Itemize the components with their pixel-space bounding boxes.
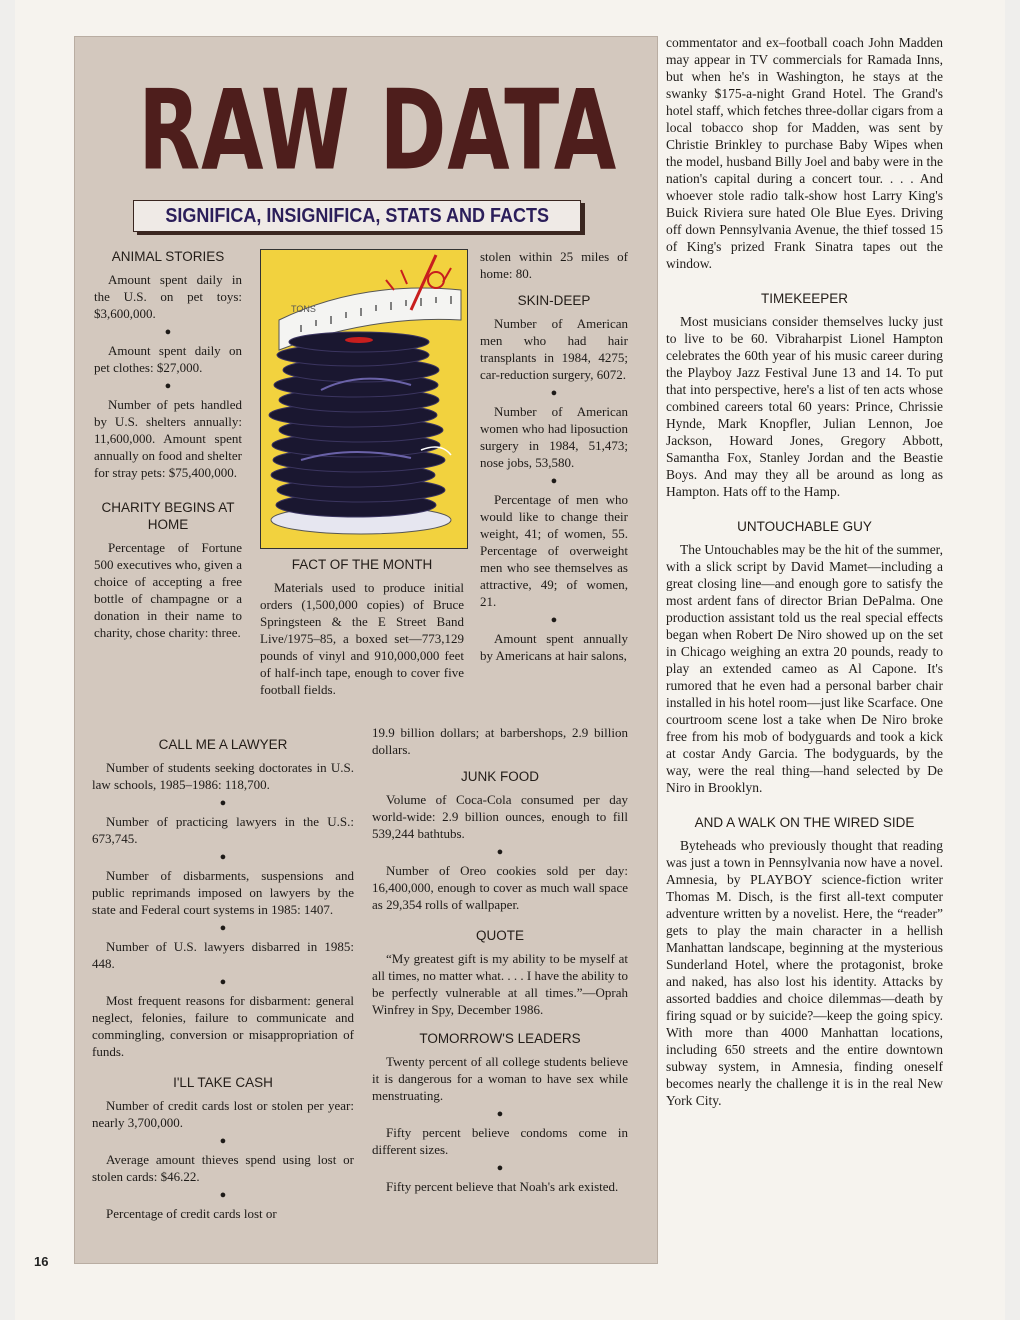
skin-p5: 19.9 billion dollars; at barbershops, 2.9 billion dollars. [372,725,628,757]
heading-junk-food: JUNK FOOD [460,769,539,784]
bullet: ● [496,846,504,858]
leaders-p3: Fifty percent believe that Noah's ark existed. [386,1179,619,1194]
heading-untouchable-guy: UNTOUCHABLE GUY [737,519,872,534]
column-1 [94,248,242,645]
lawyer-p3: Number of disbarments, suspensions and public reprimands imposed on lawyers by the state and Federal court systems in 1985: 1407. [92,868,354,917]
wired-p1: Byteheads who previously thought that reading was just a town in Pennsylvania now have a novel. Amnesia, by PLAYBOY science-fiction writer Thomas M. Disch, is the first all-text computer adventure written by a novelist. Here, the “reader” gets to play the main character in a hellish Manhattan landscape, beginning at the mysterious Sunderland Hotel, where the protagonist, broke and naked, has also lost his identity. Attacks by assorted baddies and choice dilemmas—death by firing squad or by suicide?—keep the going spicy. With more than 4000 Manhattan locations, including 650 streets and the entire downtown subway system, in Amnesia, finding oneself becomes nearly the challenge it is in the real New York City. [666,838,943,1108]
junk-p1: Volume of Coca-Cola consumed per day world-wide: 2.9 billion ounces, enough to fill 539,244 bathtubs. [372,792,628,841]
right-p1: commentator and ex–football coach John Madden may appear in TV commercials for Ramada Inns, but when he's in Washington, he stays at the swanky $175-a-night Grand Hotel. The Grand's hotel staff, which fetches three-dollar cigars from a local tobacco shop for Madden, was sent by Christie Brinkley to purchase Baby Wipes when the model, husband Billy Joel and baby were in the nation's capital during a concert tour. . . . And whoever stole radio talk-show host Larry King's Buick Riviera sure hated Ole Blue Eyes. Driving off down Pennsylvania Avenue, the thief tossed 15 of King's prized Frank Sinatra tapes out the window. [666,35,943,271]
bullet: ● [550,475,558,487]
column-4 [92,736,354,1226]
skin-p2: Number of American women who had liposuction surgery in 1984, 51,473; nose jobs, 53,580. [480,404,628,470]
column-2 [260,556,464,702]
heading-call-me-a-lawyer: CALL ME A LAWYER [158,737,288,752]
bullet: ● [496,1162,504,1174]
animal-p3: Number of pets handled by U.S. shelters annually: 11,600,000. Amount spent annually on food and shelter for stray pets: $75,400,000. [94,397,243,480]
heading-skin-deep: SKIN-DEEP [517,293,591,308]
column-right [666,34,943,1113]
cash-p2: Average amount thieves spend using lost or stolen cards: $46.22. [92,1152,354,1184]
bullet: ● [496,1108,504,1120]
heading-ill-take-cash: I'LL TAKE CASH [173,1075,273,1090]
cash-p3: Percentage of credit cards lost or [106,1206,277,1221]
animal-p1: Amount spent daily in the U.S. on pet toys: $3,600,000. [94,272,242,321]
bullet: ● [219,976,227,988]
records-scale-drawing [261,250,467,548]
heading-timekeeper: TIMEKEEPER [760,291,849,306]
lawyer-p5: Most frequent reasons for disbarment: general neglect, felonies, failure to communicate and commingling, conversion or misappropriation of funds. [92,993,354,1059]
bullet: ● [550,614,558,626]
junk-p2: Number of Oreo cookies sold per day: 16,400,000, enough to cover as much wall space as 29,354 rolls of wallpaper. [372,863,628,912]
heading-quote: QUOTE [475,928,524,943]
bullet: ● [219,922,227,934]
untouchable-p1: The Untouchables may be the hit of the summer, with a slick script by David Mamet—including a great closing line—and enough gore to satisfy the most ardent fans of director Brian DePalma. One production assistant told us the real special effects began when Robert De Niro showed up on the set in Chicago weighing an extra 20 pounds, ready to play an extended cameo as Al Capone. It's rumored that he even had a personal barber chair installed in his hotel room—just like Scarface. One courtroom scene lost a take when De Niro broke free from his mob of bodyguards and took a kick at costar Andy Garcia. The bodyguards, by the way, were the real thing—hand selected by De Niro in Brooklyn. [666,542,944,795]
column-3 [480,248,628,668]
heading-fact-of-month: FACT OF THE MONTH [291,557,433,572]
lawyer-p1: Number of students seeking doctorates in U.S. law schools, 1985–1986: 118,700. [92,760,354,792]
lawyer-p4: Number of U.S. lawyers disbarred in 1985: 448. [92,939,354,971]
bullet: ● [164,380,172,392]
stolen-p1: stolen within 25 miles of home: 80. [480,249,628,281]
skin-p4: Amount spent annually by Americans at hair salons, [480,631,628,663]
bullet: ● [164,326,172,338]
scale-label: TONS [291,304,316,314]
charity-p1: Percentage of Fortune 500 executives who, given a choice of accepting a free bottle of champagne or a donation in their name to charity, chose charity: three. [94,540,242,640]
timekeeper-p1: Most musicians consider themselves lucky just to live to be 60. Vibraharpist Lionel Hampton celebrates the 60th year of his music career during the Playboy Jazz Festival June 13 and 14. To put that into perspective, here's a list of ten acts whose combined careers total 60 years: Prince, Chrissie Hynde, Mark Knopfler, Julian Lennon, Joe Jackson, Howard Jones, Gregory Abbott, Samantha Fox, Stanley Jordan and the Beastie Boys. And may they all be around as long as Hampton. Hats off to the Hamp. [666,314,943,499]
leaders-p2: Fifty percent believe condoms come in different sizes. [372,1125,628,1157]
fact-p1: Materials used to produce initial orders (1,500,000 copies) of Bruce Springsteen & the E Street Band Live/1975–85, a boxed set—773,129 pounds of vinyl and 910,000,000 feet of half-inch tape, enough to cover five football fields. [260,580,464,697]
records-on-scale-illustration [260,249,468,549]
cash-p1: Number of credit cards lost or stolen per year: nearly 3,700,000. [92,1098,354,1130]
skin-p3: Percentage of men who would like to change their weight, 41; of women, 55. Percentage of overweight men who see themselves as attractive, 49; of women, 21. [480,492,628,609]
bullet: ● [219,851,227,863]
bullet: ● [219,1135,227,1147]
bullet: ● [219,797,227,809]
leaders-p1: Twenty percent of all college students believe it is dangerous for a woman to have sex while menstruating. [372,1054,628,1103]
subtitle-banner [133,200,581,232]
page-title: RAW DATA [138,66,618,195]
subtitle-text: SIGNIFICA, INSIGNIFICA, STATS AND FACTS [165,205,549,227]
lawyer-p2: Number of practicing lawyers in the U.S.: 673,745. [92,814,354,846]
bullet: ● [550,387,558,399]
quote-p1: “My greatest gift is my ability to be myself at all times, no matter what. . . . I have the ability to be perfectly vulnerable at all times.”—Oprah Winfrey in Spy, December 1986. [372,951,628,1017]
heading-wired-side: AND A WALK ON THE WIRED SIDE [694,815,915,830]
animal-p2: Amount spent daily on pet clothes: $27,000. [94,343,242,375]
skin-p1: Number of American men who had hair transplants in 1984, 4275; car-reduction surgery, 6072. [480,316,628,382]
page-number: 16 [34,1254,49,1269]
bullet: ● [219,1189,227,1201]
heading-tomorrows-leaders: TOMORROW'S LEADERS [419,1031,581,1046]
column-5 [372,724,628,1199]
heading-animal-stories: ANIMAL STORIES [111,249,225,264]
heading-charity: CHARITY BEGINS AT HOME [101,500,235,532]
